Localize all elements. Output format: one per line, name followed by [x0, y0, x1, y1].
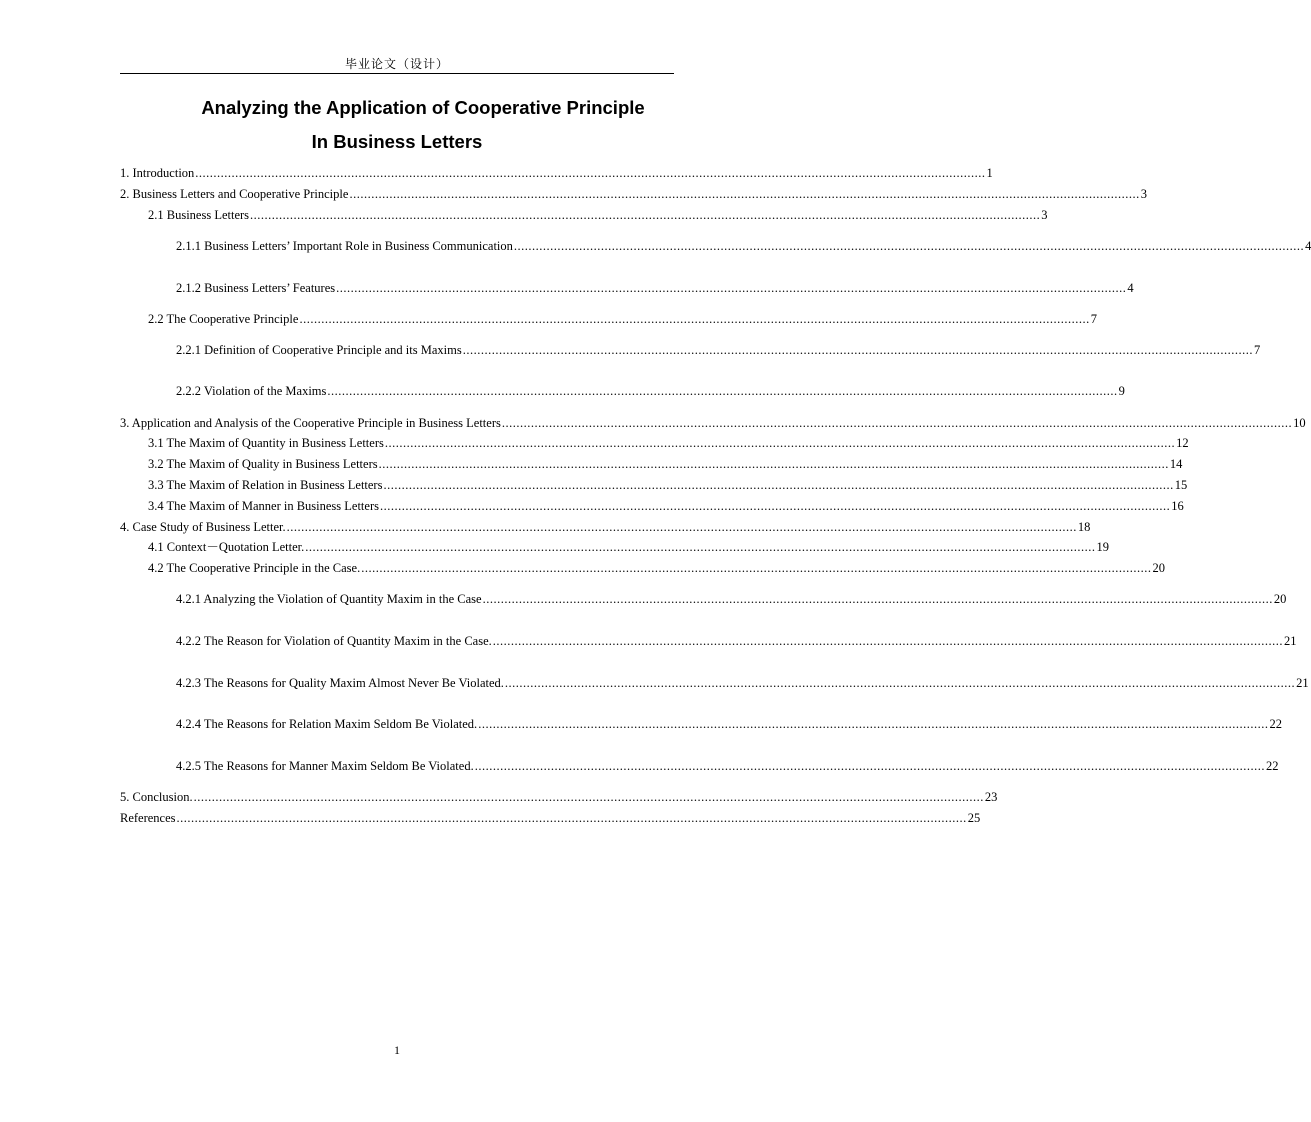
- page-header: 毕业论文（设计）: [344, 57, 449, 71]
- dot-leader: [327, 383, 1117, 399]
- toc-entry-page: 22: [1265, 759, 1279, 773]
- dot-leader: [336, 280, 1126, 296]
- toc-entry[interactable]: [0, 477, 1188, 493]
- toc-entry-label: 3.2 The Maxim of Quality in Business Letters: [148, 457, 378, 471]
- toc-entry-label: 2.1 Business Letters: [148, 208, 250, 222]
- dot-leader: [383, 477, 1173, 493]
- dot-leader: [305, 539, 1095, 555]
- dot-leader: [463, 342, 1253, 358]
- title-line-1: Analyzing the Application of Cooperative Principle: [201, 97, 645, 118]
- toc-entry-page: 16: [1171, 499, 1184, 513]
- toc-entry-label: 5. Conclusion.: [120, 790, 193, 804]
- toc-entry-label: 2.1.2 Business Letters’ Features: [176, 281, 336, 295]
- toc-entry-page: 25: [967, 811, 981, 825]
- toc-entry-page: 14: [1169, 457, 1183, 471]
- toc-entry[interactable]: [0, 280, 1134, 296]
- toc-entry[interactable]: [0, 498, 1184, 514]
- toc-entry[interactable]: [0, 165, 993, 181]
- toc-entry[interactable]: [0, 186, 1147, 202]
- dot-leader: [195, 165, 985, 181]
- toc-entry-page: 20: [1273, 592, 1287, 606]
- toc-entry[interactable]: [0, 342, 1261, 358]
- toc-entry-page: 1: [986, 166, 993, 180]
- toc-entry-page: 12: [1176, 436, 1189, 450]
- toc-entry[interactable]: [0, 810, 981, 826]
- toc-entry-label: References: [120, 811, 176, 825]
- toc-entry[interactable]: [0, 207, 1048, 223]
- toc-entry-label: 2.2.2 Violation of the Maxims: [176, 384, 327, 398]
- toc-entry-label: 4.2 The Cooperative Principle in the Case.: [148, 561, 361, 575]
- toc-entry[interactable]: [0, 560, 1165, 576]
- toc-entry-label: 2.2.1 Definition of Cooperative Principle and its Maxims: [176, 343, 462, 357]
- toc-entry[interactable]: [0, 238, 1311, 254]
- toc-entry[interactable]: [0, 519, 1091, 535]
- toc-entry-label: 3. Application and Analysis of the Cooperative Principle in Business Letters: [120, 416, 501, 430]
- page-number: 1: [394, 1043, 400, 1057]
- toc-entry-label: 3.3 The Maxim of Relation in Business Letters: [148, 478, 383, 492]
- toc-entry-page: 4: [1305, 239, 1311, 253]
- toc-entry-label: 3.1 The Maxim of Quantity in Business Letters: [148, 436, 384, 450]
- toc-entry[interactable]: [0, 789, 998, 805]
- toc-entry[interactable]: [0, 311, 1097, 327]
- dot-leader: [361, 560, 1151, 576]
- toc-entry-label: 4.1 Context－Quotation Letter.: [148, 540, 305, 554]
- toc-entry-label: 4.2.1 Analyzing the Violation of Quantity Maxim in the Case: [176, 592, 482, 606]
- toc-entry-page: 21: [1284, 634, 1297, 648]
- toc-entry-label: 4.2.4 The Reasons for Relation Maxim Seldom Be Violated.: [176, 717, 478, 731]
- toc-entry-page: 23: [984, 790, 998, 804]
- toc-entry-page: 22: [1269, 717, 1282, 731]
- toc-entry-label: 2. Business Letters and Cooperative Principle: [120, 187, 349, 201]
- toc-entry[interactable]: [0, 435, 1189, 451]
- toc-entry-page: 7: [1253, 343, 1261, 357]
- toc-entry-page: 7: [1090, 312, 1097, 326]
- toc-entry-page: 3: [1041, 208, 1048, 222]
- dot-leader: [287, 519, 1077, 535]
- dot-leader: [379, 456, 1169, 472]
- toc-entry-page: 21: [1296, 676, 1309, 690]
- dot-leader: [505, 675, 1295, 691]
- dot-leader: [483, 591, 1273, 607]
- dot-leader: [299, 311, 1089, 327]
- toc-entry[interactable]: [0, 456, 1183, 472]
- dot-leader: [493, 633, 1283, 649]
- toc-entry-label: 4. Case Study of Business Letter.: [120, 520, 286, 534]
- toc-entry-page: 18: [1077, 520, 1091, 534]
- dot-leader: [177, 810, 967, 826]
- toc-entry[interactable]: [0, 633, 1297, 649]
- toc-entry-label: 4.2.2 The Reason for Violation of Quantity Maxim in the Case.: [176, 634, 492, 648]
- toc-entry-page: 9: [1118, 384, 1125, 398]
- dot-leader: [385, 435, 1175, 451]
- toc-entry[interactable]: [0, 675, 1309, 691]
- toc-entry[interactable]: [0, 591, 1287, 607]
- toc-entry-label: 2.2 The Cooperative Principle: [148, 312, 299, 326]
- toc-entry-label: 1. Introduction: [120, 166, 195, 180]
- dot-leader: [478, 716, 1268, 732]
- toc-entry-page: 19: [1096, 540, 1109, 554]
- dot-leader: [194, 789, 984, 805]
- toc-entry-page: 15: [1174, 478, 1188, 492]
- dot-leader: [502, 415, 1292, 431]
- header-rule: [120, 73, 674, 74]
- toc-entry-page: 3: [1140, 187, 1147, 201]
- toc-entry-label: 4.2.3 The Reasons for Quality Maxim Almost Never Be Violated.: [176, 676, 504, 690]
- toc-entry-page: 10: [1293, 416, 1306, 430]
- toc-entry-label: 4.2.5 The Reasons for Manner Maxim Seldom Be Violated.: [176, 759, 474, 773]
- toc-entry[interactable]: [0, 539, 1109, 555]
- dot-leader: [349, 186, 1139, 202]
- toc-entry[interactable]: [0, 716, 1282, 732]
- toc-entry[interactable]: [0, 415, 1306, 431]
- toc-entry[interactable]: [0, 758, 1279, 774]
- toc-entry[interactable]: [0, 383, 1125, 399]
- toc-entry-page: 20: [1152, 561, 1165, 575]
- toc-entry-label: 2.1.1 Business Letters’ Important Role in Business Communication: [176, 239, 513, 253]
- dot-leader: [475, 758, 1265, 774]
- title-line-2: In Business Letters: [311, 131, 483, 152]
- toc-entry-label: 3.4 The Maxim of Manner in Business Letters: [148, 499, 379, 513]
- toc-entry-page: 4: [1127, 281, 1134, 295]
- dot-leader: [250, 207, 1040, 223]
- dot-leader: [380, 498, 1170, 514]
- dot-leader: [514, 238, 1304, 254]
